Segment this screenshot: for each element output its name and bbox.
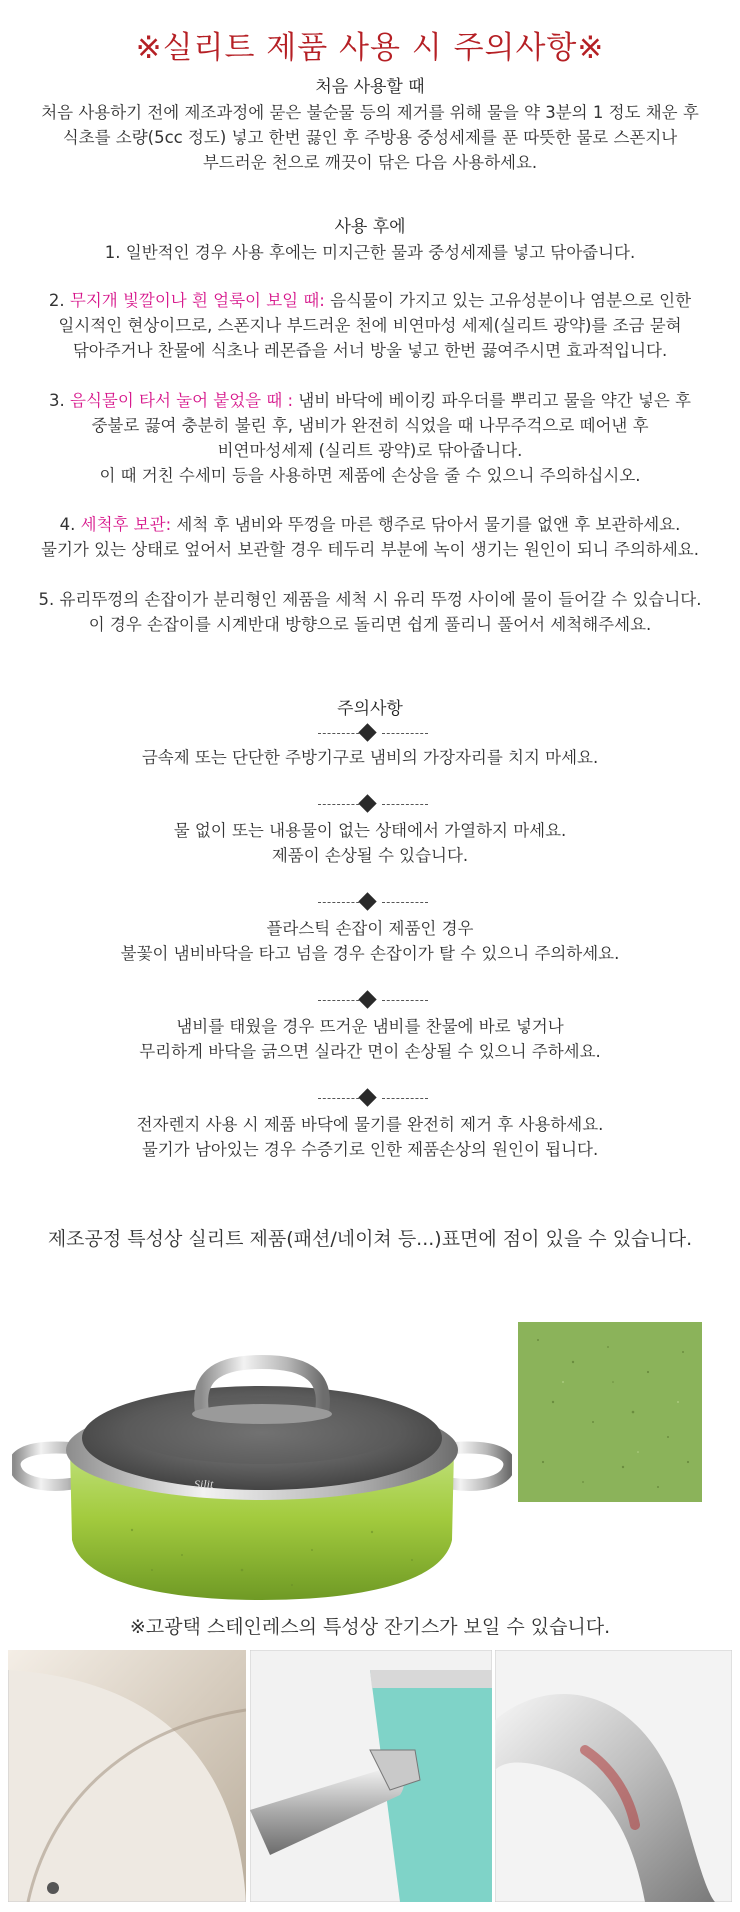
item-number: 4. bbox=[59, 515, 76, 534]
item-text: 세척 후 냄비와 뚜껑을 마른 행주로 닦아서 물기를 없앤 후 보관하세요. bbox=[176, 515, 681, 534]
after-use-item-5 bbox=[0, 587, 740, 637]
item-line: 물기가 있는 상태로 엎어서 보관할 경우 테두리 부분에 녹이 생기는 원인이 되니 주의하세요. bbox=[41, 540, 699, 559]
item-text: 음식물이 가지고 있는 고유성분이나 염분으로 인한 bbox=[330, 291, 692, 310]
first-use-line: 식초를 소량(5cc 정도) 넣고 한번 끓인 후 주방용 중성세제를 푼 따뜻한 물로 스폰지나 bbox=[62, 128, 678, 147]
caution-item bbox=[0, 1014, 740, 1064]
first-use-line: 처음 사용하기 전에 제조과정에 묻은 불순물 등의 제거를 위해 물을 약 3분의 1 정도 채운 후 bbox=[41, 103, 699, 122]
divider bbox=[0, 794, 740, 814]
caution-item bbox=[0, 1112, 740, 1162]
caution-line: 물기가 남아있는 경우 수증기로 인한 제품손상의 원인이 됩니다. bbox=[141, 1140, 599, 1159]
item-line: 중불로 끓여 충분히 불린 후, 냄비가 완전히 식었을 때 나무주걱으로 떼어낸 후 bbox=[91, 416, 649, 435]
divider bbox=[0, 990, 740, 1010]
item-text: 냄비 바닥에 베이킹 파우더를 뿌리고 물을 약간 넣은 후 bbox=[298, 391, 691, 410]
item-highlight: 세척후 보관: bbox=[80, 515, 172, 534]
caution-item bbox=[0, 916, 740, 966]
caution-line: 금속제 또는 단단한 주방기구로 냄비의 가장자리를 치지 마세요. bbox=[141, 748, 599, 767]
stainless-closeup-1 bbox=[8, 1650, 246, 1902]
first-use-heading: 처음 사용할 때 bbox=[315, 77, 425, 97]
divider bbox=[0, 1088, 740, 1108]
caution-line: 제품이 손상될 수 있습니다. bbox=[271, 846, 469, 865]
diamond-icon bbox=[358, 1088, 376, 1106]
caution-line: 플라스틱 손잡이 제품인 경우 bbox=[266, 919, 474, 938]
item-highlight: 음식물이 타서 눌어 붙었을 때 : bbox=[70, 391, 294, 410]
after-use-item-4 bbox=[0, 512, 740, 562]
item-highlight: 무지개 빛깔이나 흰 얼룩이 보일 때: bbox=[69, 291, 325, 310]
after-use-item-2 bbox=[0, 288, 740, 363]
caution-line: 물 없이 또는 내용물이 없는 상태에서 가열하지 마세요. bbox=[173, 821, 567, 840]
first-use-line: 부드러운 천으로 깨끗이 닦은 다음 사용하세요. bbox=[202, 153, 538, 172]
after-use-heading: 사용 후에 bbox=[334, 217, 406, 237]
diamond-icon bbox=[358, 723, 376, 741]
after-use-item-1: 1. 일반적인 경우 사용 후에는 미지근한 물과 중성세제를 넣고 닦아줍니다. bbox=[104, 243, 636, 262]
diamond-icon bbox=[358, 794, 376, 812]
caution-heading-wrap bbox=[0, 697, 740, 722]
caution-item bbox=[0, 818, 740, 868]
item-number: 2. bbox=[48, 291, 65, 310]
surface-swatch-image bbox=[518, 1322, 702, 1502]
first-use-section bbox=[0, 75, 740, 175]
caution-line: 냄비를 태웠을 경우 뜨거운 냄비를 찬물에 바로 넣거나 bbox=[176, 1017, 564, 1036]
item-line: 닦아주거나 찬물에 식초나 레몬즙을 서너 방울 넣고 한번 끓여주시면 효과적입니다. bbox=[72, 341, 668, 360]
item-line: 이 경우 손잡이를 시계반대 방향으로 돌리면 쉽게 풀리니 풀어서 세척해주세요. bbox=[88, 615, 652, 634]
caution-heading: 주의사항 bbox=[337, 699, 403, 719]
stainless-closeup-3 bbox=[495, 1650, 732, 1902]
caution-line: 무리하게 바닥을 긁으면 실라간 면이 손상될 수 있으니 주하세요. bbox=[139, 1042, 601, 1061]
surface-dot-note: 제조공정 특성상 실리트 제품(패션/네이쳐 등...)표면에 점이 있을 수 있습니다. bbox=[47, 1228, 693, 1250]
divider bbox=[0, 892, 740, 912]
diamond-icon bbox=[358, 990, 376, 1008]
item-line: 비연마성세제 (실리트 광약)로 닦아줍니다. bbox=[217, 441, 523, 460]
after-use-item-3 bbox=[0, 388, 740, 488]
stainless-closeup-2 bbox=[250, 1650, 492, 1902]
green-pot-image bbox=[12, 1300, 512, 1610]
caution-line: 불꽃이 냄비바닥을 타고 넘을 경우 손잡이가 탈 수 있으니 주의하세요. bbox=[120, 944, 620, 963]
stainless-note: ※고광택 스테인레스의 특성상 잔기스가 보일 수 있습니다. bbox=[129, 1616, 611, 1638]
item-line: 이 때 거친 수세미 등을 사용하면 제품에 손상을 줄 수 있으니 주의하십시오. bbox=[99, 466, 641, 485]
item-line: 5. 유리뚜껑의 손잡이가 분리형인 제품을 세척 시 유리 뚜껑 사이에 물이 들어갈 수 있습니다. bbox=[38, 590, 702, 609]
divider bbox=[0, 723, 740, 743]
page-title: ※실리트 제품 사용 시 주의사항※ bbox=[135, 30, 605, 66]
after-use-section bbox=[0, 215, 740, 265]
caution-item bbox=[0, 745, 740, 770]
caution-line: 전자렌지 사용 시 제품 바닥에 물기를 완전히 제거 후 사용하세요. bbox=[136, 1115, 604, 1134]
item-line: 일시적인 현상이므로, 스폰지나 부드러운 천에 비연마성 세제(실리트 광약)를 조금 묻혀 bbox=[58, 316, 682, 335]
diamond-icon bbox=[358, 892, 376, 910]
item-number: 3. bbox=[49, 391, 65, 410]
brand-logo: Silit bbox=[194, 1477, 214, 1491]
